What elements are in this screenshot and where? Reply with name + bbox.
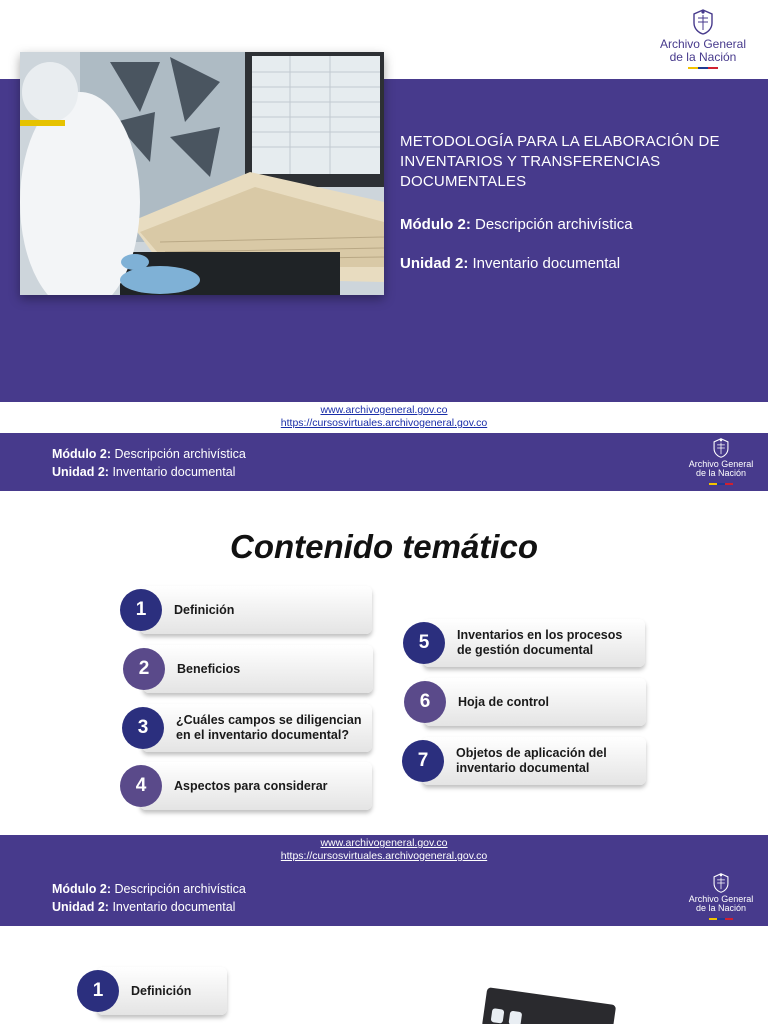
header-logo bbox=[680, 872, 762, 920]
cover-photo bbox=[20, 52, 384, 295]
header-unit-label: Unidad 2: bbox=[52, 900, 109, 914]
item-number: 3 bbox=[122, 707, 164, 749]
slide2-header bbox=[0, 433, 768, 491]
header-logo-text bbox=[689, 895, 754, 914]
item-number: 1 bbox=[120, 589, 162, 631]
module-value: Descripción archivística bbox=[475, 216, 633, 233]
item-label-line-1: Objetos de aplicación del bbox=[456, 746, 607, 760]
item-label: Hoja de control bbox=[458, 694, 549, 709]
header-logo-line-1: Archivo General bbox=[688, 459, 754, 469]
header-logo-line-1: Archivo General bbox=[688, 894, 754, 904]
item-label-line-2: en el inventario documental? bbox=[176, 728, 349, 742]
flag-stripe bbox=[709, 918, 733, 920]
item-number: 1 bbox=[77, 970, 119, 1012]
item-number: 4 bbox=[120, 765, 162, 807]
flag-stripe bbox=[709, 483, 733, 485]
item-label-line-2: inventario documental bbox=[456, 761, 590, 775]
header-module-label: Módulo 2: bbox=[52, 882, 112, 896]
header-unit bbox=[52, 900, 235, 914]
definition-item[interactable] bbox=[77, 967, 227, 1015]
item-number: 5 bbox=[403, 622, 445, 664]
contents-item-2[interactable] bbox=[123, 645, 373, 693]
website-link[interactable]: www.archivogeneral.gov.co bbox=[320, 837, 448, 849]
course-title bbox=[400, 132, 750, 192]
coat-of-arms-icon bbox=[690, 8, 716, 36]
header-module bbox=[52, 882, 246, 896]
header-logo-line-2: de la Nación bbox=[695, 903, 747, 914]
header-logo-line-2: de la Nación bbox=[695, 468, 747, 479]
courses-link[interactable]: https://cursosvirtuales.archivogeneral.gov.co bbox=[280, 850, 488, 862]
header-module-value: Descripción archivística bbox=[114, 447, 246, 461]
item-label-line-1: ¿Cuáles campos se diligencian bbox=[176, 713, 362, 727]
unit-label: Unidad 2: bbox=[400, 255, 469, 272]
contents-title: Contenido temático bbox=[229, 528, 538, 565]
item-number: 7 bbox=[402, 740, 444, 782]
logo-line-1: Archivo General bbox=[659, 37, 747, 51]
item-number: 2 bbox=[123, 648, 165, 690]
course-title-line-2: INVENTARIOS Y TRANSFERENCIAS bbox=[400, 153, 661, 170]
website-link[interactable]: www.archivogeneral.gov.co bbox=[320, 404, 448, 416]
item-label-line-2: de gestión documental bbox=[457, 643, 594, 657]
contents-item-1[interactable] bbox=[120, 586, 372, 634]
header-logo bbox=[680, 437, 762, 485]
unit-value: Inventario documental bbox=[472, 255, 621, 272]
logo-line-2: de la Nación bbox=[669, 49, 737, 64]
header-unit-value: Inventario documental bbox=[112, 900, 236, 914]
slide2-links bbox=[0, 837, 768, 863]
item-label: Aspectos para considerar bbox=[174, 778, 328, 793]
device-image bbox=[482, 987, 616, 1024]
cover-slide bbox=[0, 0, 768, 402]
agn-logo bbox=[648, 8, 758, 69]
item-label: Definición bbox=[174, 602, 235, 617]
coat-of-arms-icon bbox=[711, 437, 731, 459]
coat-of-arms-icon bbox=[711, 872, 731, 894]
course-title-line-1: METODOLOGÍA PARA LA ELABORACIÓN DE bbox=[400, 133, 720, 150]
logo-text bbox=[660, 38, 746, 63]
course-title-line-3: DOCUMENTALES bbox=[400, 173, 527, 190]
module-line bbox=[400, 216, 633, 233]
contents-item-5[interactable] bbox=[403, 619, 645, 667]
header-module bbox=[52, 447, 246, 461]
header-module-label: Módulo 2: bbox=[52, 447, 112, 461]
flag-stripe bbox=[688, 67, 718, 69]
contents-item-4[interactable] bbox=[120, 762, 372, 810]
slide3-header bbox=[0, 868, 768, 926]
cover-links bbox=[0, 404, 768, 430]
module-label: Módulo 2: bbox=[400, 216, 471, 233]
item-label-line-1: Inventarios en los procesos bbox=[457, 628, 623, 642]
header-module-value: Descripción archivística bbox=[114, 882, 246, 896]
contents-item-7[interactable] bbox=[402, 737, 646, 785]
item-label: Beneficios bbox=[177, 661, 241, 676]
item-number: 6 bbox=[404, 681, 446, 723]
courses-link[interactable]: https://cursosvirtuales.archivogeneral.gov.co bbox=[280, 417, 488, 429]
header-unit-label: Unidad 2: bbox=[52, 465, 109, 479]
contents-item-6[interactable] bbox=[404, 678, 646, 726]
unit-line bbox=[400, 255, 620, 272]
item-label: Definición bbox=[131, 983, 192, 998]
header-unit bbox=[52, 465, 235, 479]
contents-item-3[interactable] bbox=[122, 704, 372, 752]
header-logo-text bbox=[689, 460, 754, 479]
header-unit-value: Inventario documental bbox=[112, 465, 236, 479]
